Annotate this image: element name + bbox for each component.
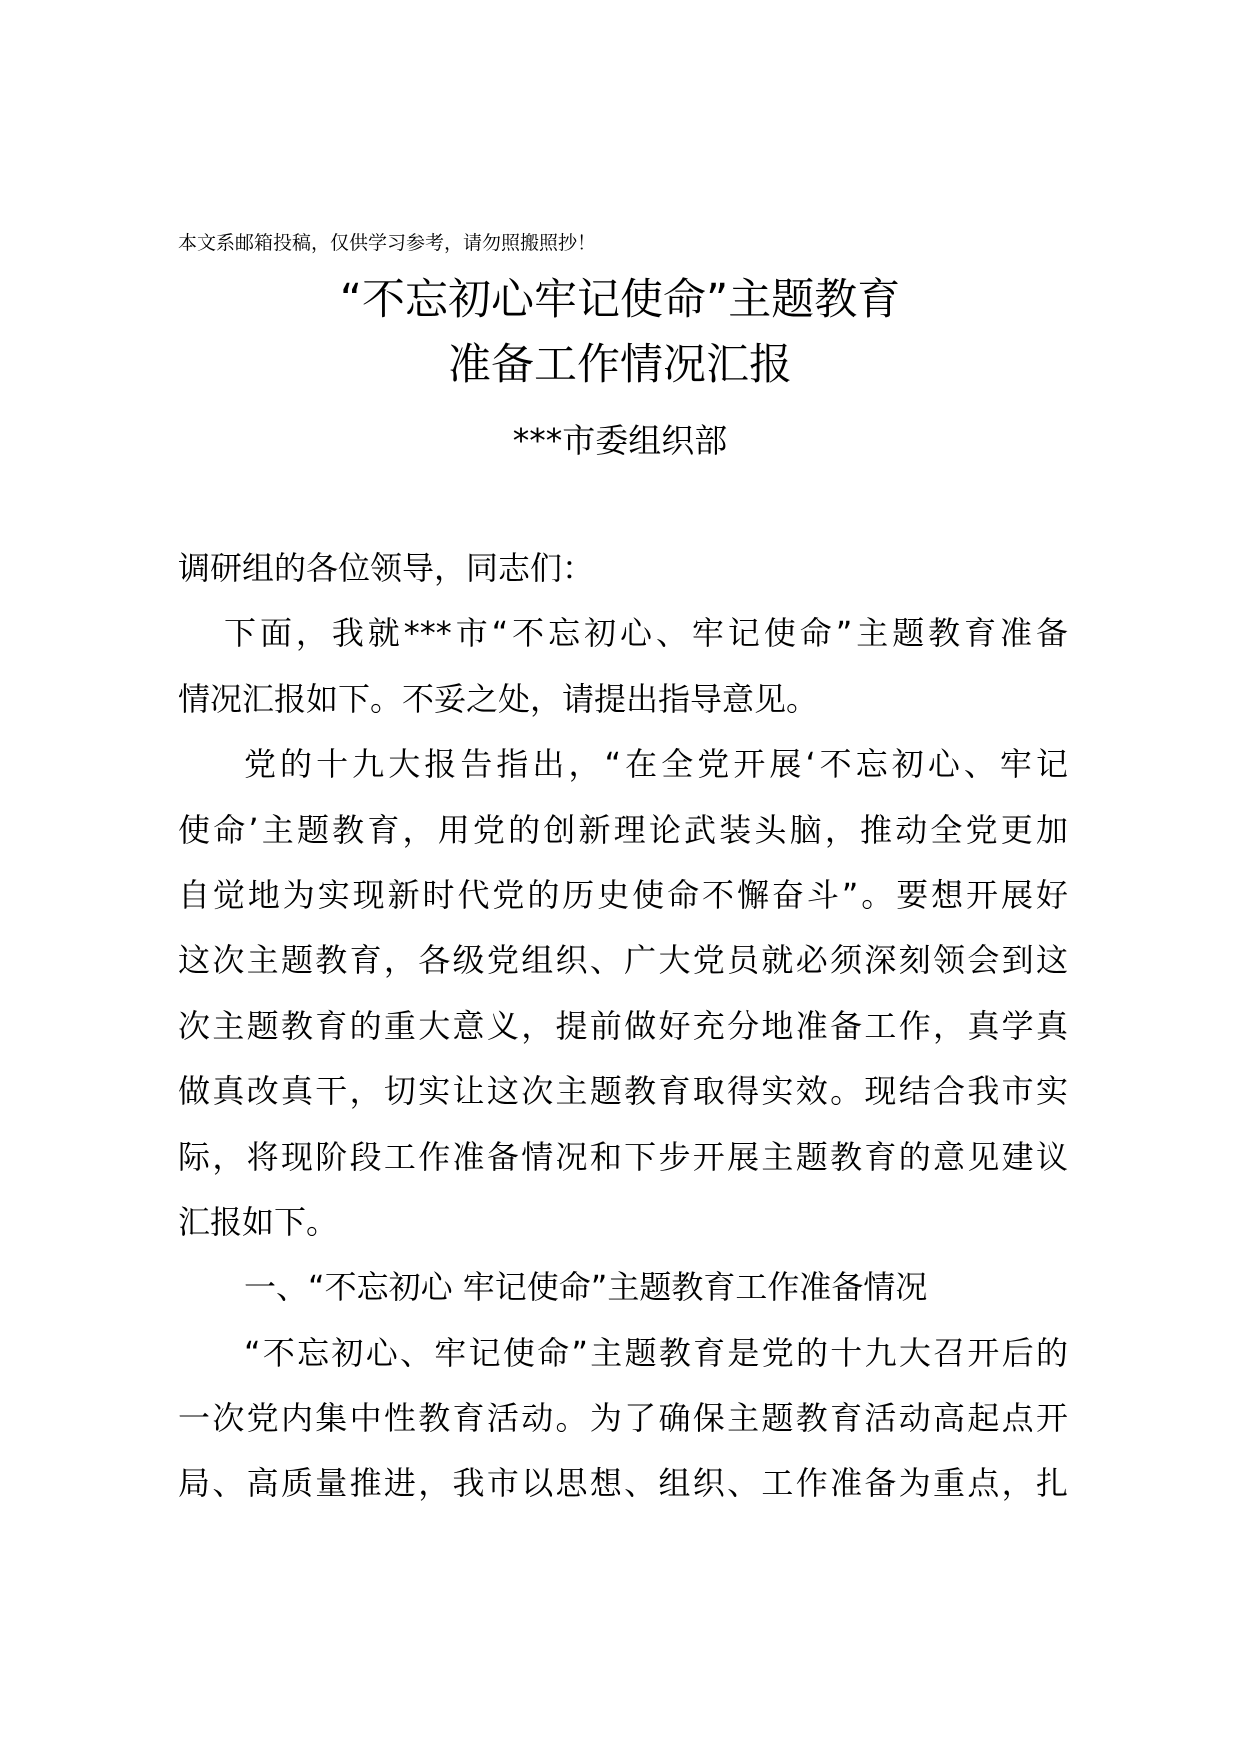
text-line: 一次党内集中性教育活动。为了确保主题教育活动高起点开 (178, 1399, 1068, 1438)
text-line: 局、高质量推进，我市以思想、组织、工作准备为重点，扎 (178, 1464, 1068, 1503)
disclaimer: 本文系邮箱投稿，仅供学习参考，请勿照搬照抄！ (178, 232, 597, 254)
paragraph-3 (178, 1321, 1068, 1517)
text-line: 情况汇报如下。不妥之处，请提出指导意见。 (178, 679, 819, 718)
text-line: 使命’主题教育，用党的创新理论武装头脑，推动全党更加 (178, 810, 1068, 849)
text-line: 汇报如下。 (178, 1202, 339, 1241)
text-line: “不忘初心、牢记使命”主题教育是党的十九大召开后的 (244, 1333, 1068, 1372)
document-title-line-2: 准备工作情况汇报 (448, 340, 792, 390)
text-line: 做真改真干，切实让这次主题教育取得实效。现结合我市实 (178, 1072, 1068, 1111)
paragraph-2 (178, 732, 1068, 1255)
section-heading-1: 一、“不忘初心 牢记使命”主题教育工作准备情况 (244, 1268, 928, 1307)
document-title-line-1: “不忘初心牢记使命”主题教育 (339, 275, 901, 325)
salutation: 调研组的各位领导，同志们： (178, 549, 595, 587)
text-line: 自觉地为实现新时代党的历史使命不懈奋斗”。要想开展好 (178, 875, 1068, 914)
text-line: 下面，我就***市“不忘初心、牢记使命”主题教育准备 (224, 614, 1068, 653)
author: ***市委组织部 (512, 421, 728, 460)
document-body (178, 536, 1068, 1517)
paragraph-1 (178, 601, 1068, 732)
text-line: 次主题教育的重大意义，提前做好充分地准备工作，真学真 (178, 1006, 1068, 1045)
text-line: 际，将现阶段工作准备情况和下步开展主题教育的意见建议 (178, 1137, 1068, 1176)
text-line: 党的十九大报告指出，“在全党开展‘不忘初心、牢记 (244, 745, 1068, 784)
text-line: 这次主题教育，各级党组织、广大党员就必须深刻领会到这 (178, 941, 1068, 980)
